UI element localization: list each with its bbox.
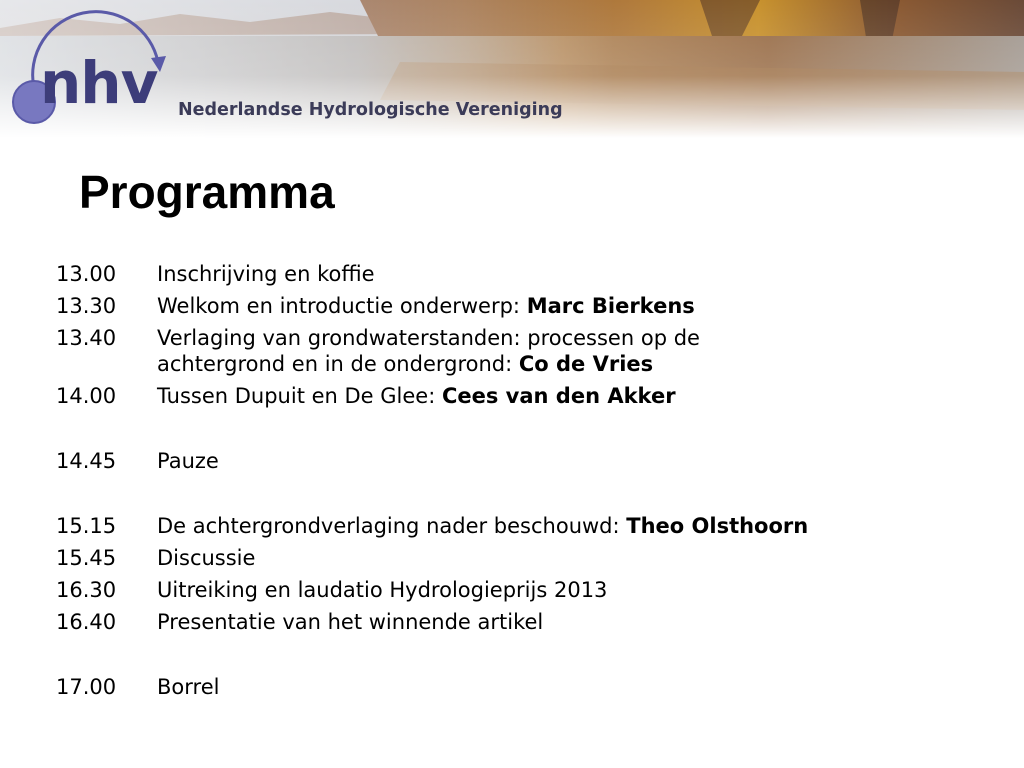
programme-row — [56, 445, 996, 477]
header-banner — [0, 0, 1024, 138]
programme-description — [157, 445, 996, 477]
programme-time: 16.40 — [56, 610, 117, 634]
programme-description — [157, 380, 996, 412]
programme-speaker: Marc Bierkens — [526, 294, 695, 318]
programme-row — [56, 290, 996, 322]
logo-wordmark: nhv — [40, 49, 158, 117]
programme-row — [56, 671, 996, 703]
programme-description — [157, 322, 777, 380]
slide-title: Programma — [79, 166, 335, 218]
programme-text: Presentatie van het winnende artikel — [157, 610, 544, 634]
programme-time: 17.00 — [56, 675, 117, 699]
programme-text: Verlaging van grondwaterstanden: processen op de achtergrond en in de ondergrond: — [157, 326, 700, 376]
programme-text: Pauze — [157, 449, 219, 473]
programme-text: Uitreiking en laudatio Hydrologieprijs 2013 — [157, 578, 608, 602]
programme-time: 15.15 — [56, 514, 117, 538]
programme-text: De achtergrondverlaging nader beschouwd: — [157, 514, 627, 538]
programme-description — [157, 258, 996, 290]
programme-description — [157, 510, 996, 542]
programme-row — [56, 542, 996, 574]
programme-description — [157, 542, 996, 574]
programme-row — [56, 606, 996, 638]
programme-row — [56, 510, 996, 542]
programme-speaker: Theo Olsthoorn — [626, 514, 809, 538]
programme-description — [157, 290, 996, 322]
programme-time: 14.00 — [56, 384, 117, 408]
programme-description — [157, 574, 996, 606]
programme-text: Inschrijving en koffie — [157, 262, 375, 286]
programme-time: 15.45 — [56, 546, 117, 570]
programme-description — [157, 671, 996, 703]
programme-speaker: Co de Vries — [518, 352, 654, 376]
programme-description — [157, 606, 996, 638]
programme-text: Tussen Dupuit en De Glee: — [157, 384, 442, 408]
programme-time: 13.30 — [56, 294, 117, 318]
organization-name: Nederlandse Hydrologische Vereniging — [178, 100, 563, 120]
programme-time: 13.40 — [56, 326, 117, 350]
programme-text: Welkom en introductie onderwerp: — [157, 294, 527, 318]
programme-time: 13.00 — [56, 262, 117, 286]
programme-list — [56, 258, 996, 703]
programme-row — [56, 322, 996, 380]
programme-speaker: Cees van den Akker — [441, 384, 676, 408]
programme-time: 14.45 — [56, 449, 117, 473]
programme-row — [56, 380, 996, 412]
programme-time: 16.30 — [56, 578, 117, 602]
programme-text: Borrel — [157, 675, 220, 699]
programme-text: Discussie — [157, 546, 256, 570]
programme-row — [56, 258, 996, 290]
programme-row — [56, 574, 996, 606]
